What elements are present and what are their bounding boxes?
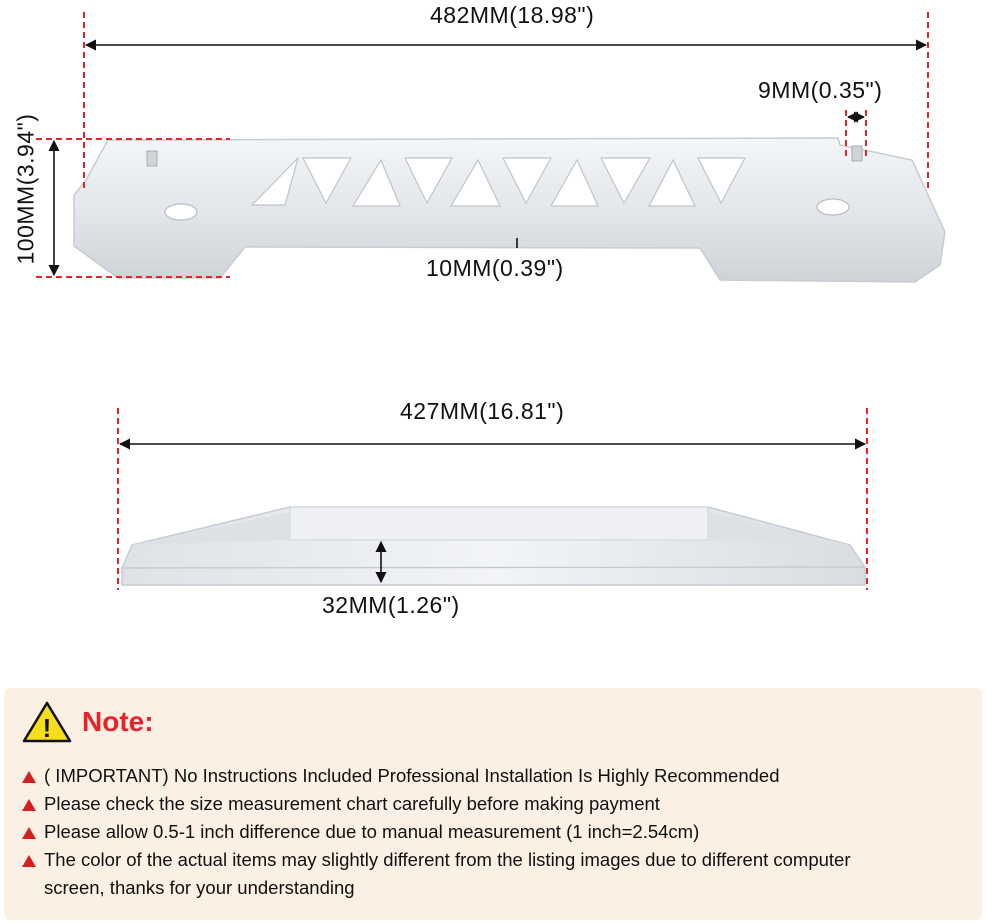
note-list	[22, 762, 972, 902]
bullet-icon	[22, 771, 36, 783]
note-item: Please allow 0.5-1 inch difference due to manual measurement (1 inch=2.54cm)	[22, 818, 972, 846]
note-panel	[4, 688, 982, 920]
warning-glyph: !	[42, 713, 52, 743]
bullet-icon	[22, 827, 36, 839]
bullet-icon	[22, 799, 36, 811]
note-item	[22, 846, 972, 902]
depth-label: 32MM(1.26")	[322, 592, 460, 618]
thickness-label: 10MM(0.39")	[426, 255, 564, 281]
bullet-icon	[22, 855, 36, 867]
dimension-arrows	[54, 45, 926, 582]
note-item: ( IMPORTANT) No Instructions Included Professional Installation Is Highly Recommended	[22, 762, 972, 790]
top-width-label: 482MM(18.98")	[430, 2, 595, 28]
note-item: Please check the size measurement chart carefully before making payment	[22, 790, 972, 818]
note-header	[22, 700, 154, 744]
warning-icon	[22, 700, 72, 744]
slot-width-label: 9MM(0.35")	[758, 77, 883, 103]
note-title: Note:	[82, 706, 154, 737]
note-item-line: screen, thanks for your understanding	[44, 877, 355, 898]
bracket-side-view	[122, 507, 865, 585]
side-width-label: 427MM(16.81")	[400, 398, 565, 424]
height-label: 100MM(3.94")	[12, 113, 39, 265]
note-item-line: The color of the actual items may slightly different from the listing images due to different computer	[44, 849, 851, 870]
